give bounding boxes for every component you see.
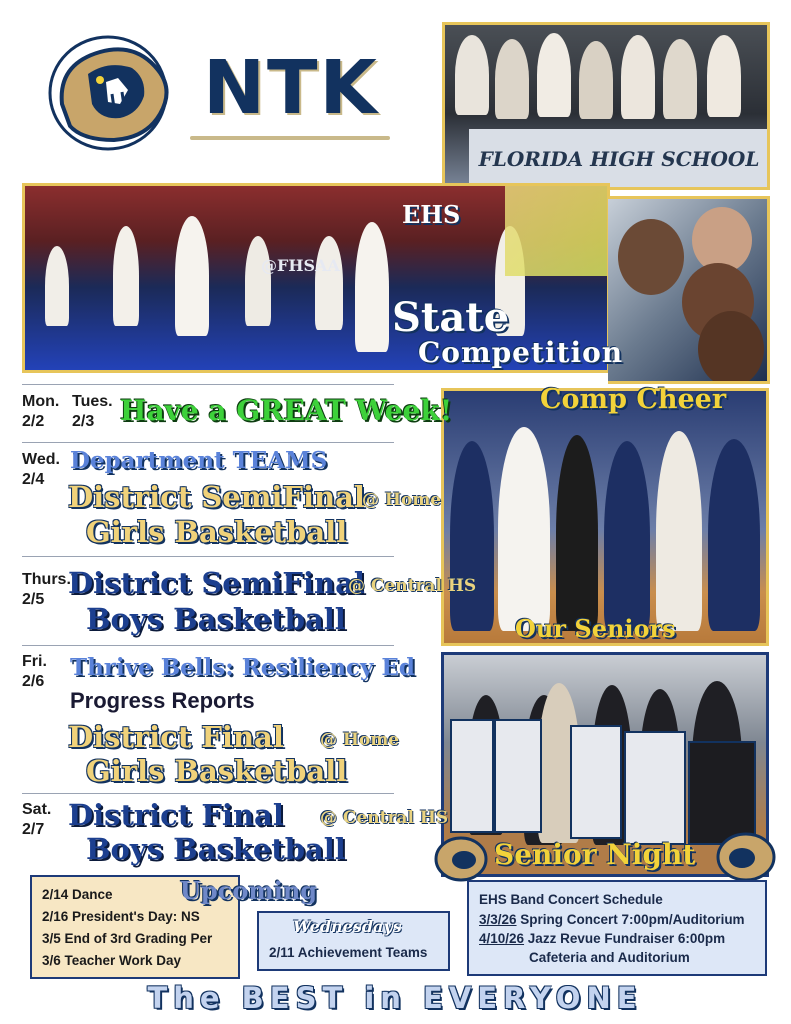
ehs-label: EHS (402, 200, 461, 229)
day-label-thu: Thurs. 2/5 (22, 571, 71, 608)
panther-icon (434, 836, 488, 882)
cheer-team-photo (442, 22, 770, 190)
band-schedule-box (467, 880, 767, 976)
location-central: @ Central HS (320, 808, 449, 828)
upcoming-item: 2/16 President's Day: NS (42, 909, 200, 924)
day-label-fri: Fri. 2/6 (22, 653, 47, 690)
wednesdays-box (257, 911, 450, 971)
page-title: NTK (203, 45, 379, 131)
selfie-photo (608, 196, 770, 384)
district-semifinal-boys: District SemiFinal (68, 566, 365, 600)
comp-cheer-title: Comp Cheer (540, 384, 727, 415)
day-label-mon: Mon. 2/2 (22, 393, 60, 430)
day-label-tue: Tues. 2/3 (72, 393, 113, 430)
wednesdays-title: Wednesdays (293, 917, 402, 936)
our-seniors-title: Our Seniors (515, 614, 676, 643)
competition-title: Competition (418, 336, 624, 369)
divider (22, 556, 394, 557)
girls-basketball: Girls Basketball (86, 754, 348, 788)
location-home: @ Home (362, 490, 442, 510)
district-semifinal-girls: District SemiFinal (68, 480, 365, 514)
girls-basketball: Girls Basketball (86, 515, 348, 549)
panther-logo-icon (48, 34, 178, 152)
band-item: 4/10/26 Jazz Revue Fundraiser 6:00pm (479, 931, 726, 946)
state-title: State (392, 294, 510, 341)
banner-text: FLORIDA HIGH SCHOOL (469, 129, 769, 189)
comp-cheer-seniors-photo (441, 388, 769, 646)
boys-basketball: Boys Basketball (86, 602, 346, 636)
band-item-location: Cafeteria and Auditorium (529, 950, 690, 965)
divider (22, 384, 394, 385)
location-home: @ Home (320, 730, 400, 750)
department-teams: Department TEAMS (70, 447, 328, 474)
thrive-bells: Thrive Bells: Resiliency Ed (70, 654, 415, 681)
boys-basketball: Boys Basketball (86, 832, 346, 866)
progress-reports: Progress Reports (70, 688, 255, 713)
location-central: @ Central HS (348, 576, 477, 596)
divider (22, 645, 394, 646)
fhsaa-text: @FHSAA (261, 256, 340, 275)
upcoming-item: 3/6 Teacher Work Day (42, 953, 182, 968)
district-final-girls: District Final (68, 720, 284, 754)
panther-icon (716, 832, 776, 882)
great-week-heading: Have a GREAT Week! (120, 394, 453, 427)
district-final-boys: District Final (68, 798, 284, 832)
upcoming-title: Upcoming (180, 876, 318, 905)
wednesdays-item: 2/11 Achievement Teams (269, 945, 428, 960)
band-title: EHS Band Concert Schedule (479, 892, 663, 907)
day-label-wed: Wed. 2/4 (22, 451, 60, 488)
day-label-sat: Sat. 2/7 (22, 801, 52, 838)
senior-night-title: Senior Night (494, 838, 696, 871)
divider (22, 793, 394, 794)
band-item: 3/3/26 Spring Concert 7:00pm/Auditorium (479, 912, 745, 927)
footer-tagline: The BEST in EVERYONE (147, 981, 643, 1015)
title-underline (190, 136, 390, 140)
divider (22, 442, 394, 443)
upcoming-item: 2/14 Dance (42, 887, 113, 902)
upcoming-item: 3/5 End of 3rd Grading Per (42, 931, 213, 946)
